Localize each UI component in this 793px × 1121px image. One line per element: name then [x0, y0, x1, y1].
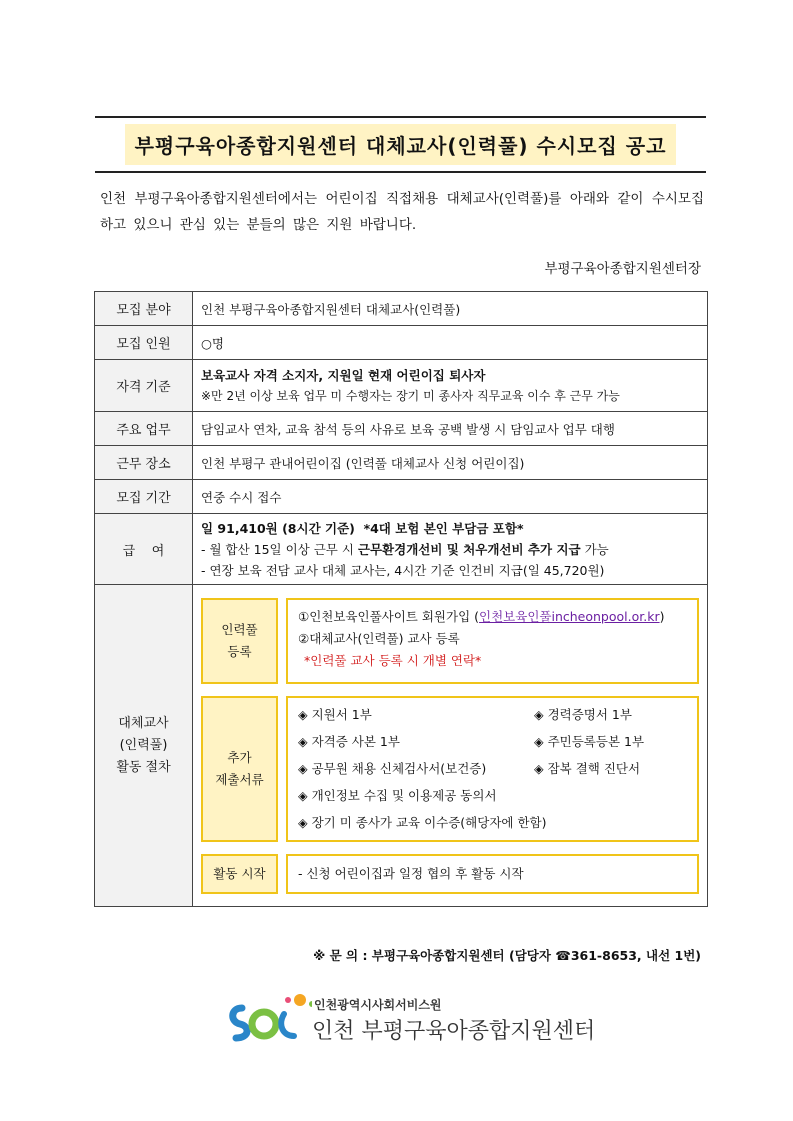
register-label-l1: 인력풀: [221, 621, 258, 637]
row-duty: [95, 412, 708, 446]
start-label: 활동 시작: [201, 854, 278, 894]
docs-content: [286, 696, 699, 842]
procedure-content: [193, 585, 708, 907]
title-bottom-rule: [95, 171, 706, 173]
start-content: - 신청 어린이집과 일정 협의 후 활동 시작: [286, 854, 699, 894]
row-qualification: [95, 360, 708, 412]
register-note: *인력풀 교사 등록 시 개별 연락*: [304, 652, 482, 668]
contact-info: ※ 문 의 : 부평구육아종합지원센터 (담당자 ☎361-8653, 내선 1번): [313, 948, 701, 963]
docs-section: [201, 696, 699, 842]
value-count: ○명: [193, 326, 708, 360]
label-procedure-l1: 대체교사: [118, 715, 169, 731]
qualification-note: ※만 2년 이상 보육 업무 미 수행자는 장기 미 종사자 직무교육 이수 후 근무 가능: [201, 388, 620, 403]
value-pay: [193, 514, 708, 585]
pay-extended: - 연장 보육 전담 교사 대체 교사는, 4시간 기준 인건비 지급(일 45,720원): [201, 562, 605, 578]
label-count: 모집 인원: [95, 326, 193, 360]
row-pay: [95, 514, 708, 585]
logo-org-name: 인천광역시사회서비스원: [314, 998, 442, 1012]
row-procedure: [95, 585, 708, 907]
register-content: [286, 598, 699, 684]
pay-monthly-post: 가능: [580, 541, 609, 557]
docs-label-l1: 추가: [227, 749, 252, 765]
value-duty: 담임교사 연차, 교육 참석 등의 사유로 보육 공백 발생 시 담임교사 업무 대행: [193, 412, 708, 446]
intro-paragraph: 인천 부평구육아종합지원센터에서는 어린이집 직접채용 대체교사(인력풀)를 아래와 같이 수시모집하고 있으니 관심 있는 분들의 많은 지원 바랍니다.: [100, 191, 704, 233]
docs-list: [298, 704, 687, 834]
row-count: [95, 326, 708, 360]
label-procedure-l2: (인력풀): [119, 737, 168, 753]
recruitment-table: [94, 291, 708, 907]
register-section: [201, 598, 699, 684]
register-step2: ②대체교사(인력풀) 교사 등록: [298, 630, 460, 646]
label-pay: 급 여: [95, 514, 193, 585]
qualification-main: 보육교사 자격 소지자, 지원일 현재 어린이집 퇴사자: [201, 367, 486, 383]
register-step1-text: ①인천보육인풀사이트 회원가입 (: [298, 608, 480, 624]
label-procedure-l3: 활동 절차: [116, 759, 171, 775]
value-qualification: [193, 360, 708, 412]
value-period: 연중 수시 접수: [193, 480, 708, 514]
logo-center-name: 인천 부평구육아종합지원센터: [312, 1019, 596, 1044]
doc-item: ◈ 자격증 사본 1부: [298, 733, 400, 749]
pay-monthly-bold: 근무환경개선비 및 처우개선비 추가 지급: [357, 541, 581, 557]
label-period: 모집 기간: [95, 480, 193, 514]
start-section: [201, 854, 699, 894]
doc-item: ◈ 주민등록등본 1부: [534, 733, 645, 749]
top-rule: [95, 116, 706, 118]
doc-item: ◈ 공무원 채용 신체검사서(보건증): [298, 760, 487, 776]
center-logo: [226, 990, 596, 1050]
value-field: 인천 부평구육아종합지원센터 대체교사(인력풀): [193, 292, 708, 326]
pay-monthly-pre: - 월 합산 15일 이상 근무 시: [201, 541, 358, 557]
row-place: [95, 446, 708, 480]
row-field: [95, 292, 708, 326]
doc-item: ◈ 잠복 결핵 진단서: [534, 760, 641, 776]
label-procedure: [95, 585, 193, 907]
doc-item: ◈ 지원서 1부: [298, 706, 372, 722]
pay-daily: 일 91,410원 (8시간 기준) *4대 보험 본인 부담금 포함*: [201, 520, 524, 536]
label-field: 모집 분야: [95, 292, 193, 326]
value-place: 인천 부평구 관내어린이집 (인력풀 대체교사 신청 어린이집): [193, 446, 708, 480]
logo-mark-icon: [226, 990, 312, 1046]
pay-monthly: [201, 539, 699, 560]
label-duty: 주요 업무: [95, 412, 193, 446]
register-label: [201, 598, 278, 684]
signer: 부평구육아종합지원센터장: [544, 261, 701, 277]
docs-label-l2: 제출서류: [215, 771, 264, 787]
register-label-l2: 등록: [227, 643, 252, 659]
register-step1: [298, 606, 687, 628]
label-qualification: 자격 기준: [95, 360, 193, 412]
page-title: 부평구육아종합지원센터 대체교사(인력풀) 수시모집 공고: [125, 124, 677, 165]
doc-item: ◈ 장기 미 종사가 교육 이수증(해당자에 한함): [298, 814, 547, 830]
docs-label: [201, 696, 278, 842]
incheonpool-link[interactable]: 인천보육인풀incheonpool.or.kr: [479, 608, 660, 624]
title-box: [95, 122, 706, 166]
doc-item: ◈ 개인정보 수집 및 이용제공 동의서: [298, 787, 497, 803]
doc-item: ◈ 경력증명서 1부: [534, 706, 632, 722]
register-step1-close: ): [659, 608, 665, 624]
label-place: 근무 장소: [95, 446, 193, 480]
row-period: [95, 480, 708, 514]
